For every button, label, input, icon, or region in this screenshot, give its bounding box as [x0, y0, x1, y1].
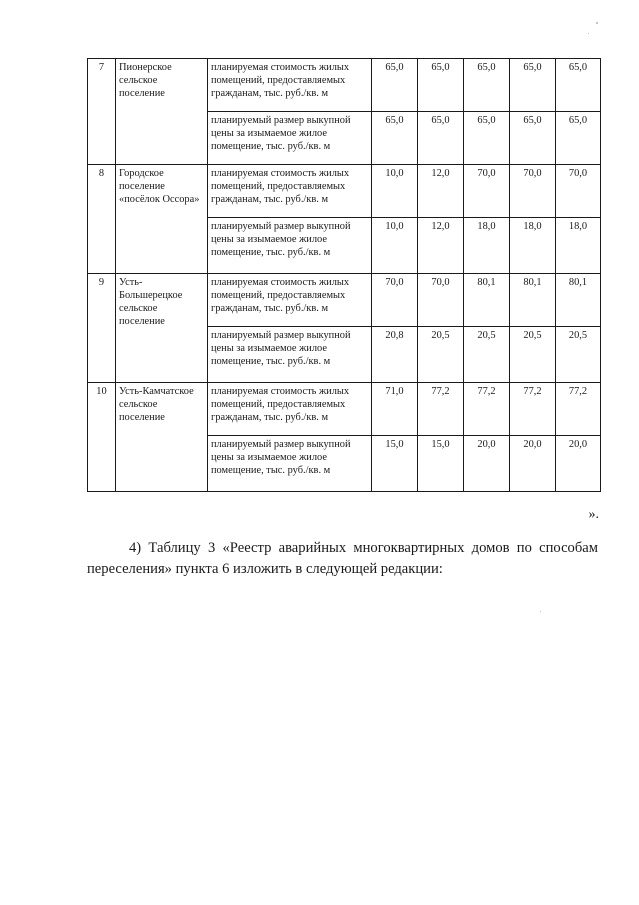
value-cell: 10,0	[372, 218, 418, 274]
value-cell: 70,0	[510, 165, 556, 218]
scan-speck	[588, 33, 589, 34]
row-number-cell: 7	[88, 59, 116, 165]
settlement-name-cell: Пионерское сельское поселение	[116, 59, 208, 165]
indicator-cell: планируемая стоимость жилых помещений, предоставляемых гражданам, тыс. руб./кв. м	[208, 59, 372, 112]
value-cell: 20,5	[464, 327, 510, 383]
indicator-cell: планируемая стоимость жилых помещений, предоставляемых гражданам, тыс. руб./кв. м	[208, 383, 372, 436]
value-cell: 20,0	[464, 436, 510, 492]
instruction-paragraph	[87, 538, 598, 580]
indicator-cell: планируемый размер выкупной цены за изымаемое жилое помещение, тыс. руб./кв. м	[208, 218, 372, 274]
value-cell: 65,0	[418, 59, 464, 112]
value-cell: 18,0	[464, 218, 510, 274]
table-row	[88, 383, 601, 436]
value-cell: 77,2	[418, 383, 464, 436]
value-cell: 65,0	[372, 59, 418, 112]
value-cell: 15,0	[418, 436, 464, 492]
value-cell: 12,0	[418, 165, 464, 218]
value-cell: 10,0	[372, 165, 418, 218]
value-cell: 15,0	[372, 436, 418, 492]
row-number-cell: 9	[88, 274, 116, 383]
settlement-name-cell: Усть-Камчатское сельское поселение	[116, 383, 208, 492]
value-cell: 77,2	[464, 383, 510, 436]
value-cell: 70,0	[556, 165, 601, 218]
row-number-cell: 8	[88, 165, 116, 274]
settlement-name-cell: Усть-Большерецкое сельское поселение	[116, 274, 208, 383]
value-cell: 70,0	[372, 274, 418, 327]
value-cell: 80,1	[556, 274, 601, 327]
value-cell: 77,2	[556, 383, 601, 436]
value-cell: 70,0	[464, 165, 510, 218]
value-cell: 20,0	[556, 436, 601, 492]
settlement-name-cell: Городское поселение «посёлок Оссора»	[116, 165, 208, 274]
value-cell: 18,0	[556, 218, 601, 274]
value-cell: 20,8	[372, 327, 418, 383]
value-cell: 65,0	[556, 59, 601, 112]
value-cell: 65,0	[372, 112, 418, 165]
value-cell: 20,0	[510, 436, 556, 492]
table-row	[88, 59, 601, 112]
indicator-cell: планируемая стоимость жилых помещений, предоставляемых гражданам, тыс. руб./кв. м	[208, 274, 372, 327]
scan-speck	[540, 611, 541, 612]
paragraph-text: 4) Таблицу 3 «Реестр аварийных многоквартирных домов по способам переселения» пункта 6 изложить в следующей редакции:	[87, 539, 598, 577]
table-row	[88, 165, 601, 218]
indicator-cell: планируемая стоимость жилых помещений, предоставляемых гражданам, тыс. руб./кв. м	[208, 165, 372, 218]
row-number-cell: 10	[88, 383, 116, 492]
value-cell: 70,0	[418, 274, 464, 327]
value-cell: 80,1	[510, 274, 556, 327]
value-cell: 20,5	[418, 327, 464, 383]
value-cell: 77,2	[510, 383, 556, 436]
table-row	[88, 274, 601, 327]
scan-speck	[596, 22, 598, 24]
value-cell: 20,5	[556, 327, 601, 383]
value-cell: 65,0	[464, 112, 510, 165]
value-cell: 12,0	[418, 218, 464, 274]
value-cell: 20,5	[510, 327, 556, 383]
value-cell: 65,0	[418, 112, 464, 165]
value-cell: 18,0	[510, 218, 556, 274]
value-cell: 71,0	[372, 383, 418, 436]
indicator-cell: планируемый размер выкупной цены за изымаемое жилое помещение, тыс. руб./кв. м	[208, 436, 372, 492]
indicator-cell: планируемый размер выкупной цены за изымаемое жилое помещение, тыс. руб./кв. м	[208, 327, 372, 383]
value-cell: 65,0	[510, 59, 556, 112]
value-cell: 65,0	[464, 59, 510, 112]
price-table-body	[88, 59, 601, 492]
indicator-cell: планируемый размер выкупной цены за изымаемое жилое помещение, тыс. руб./кв. м	[208, 112, 372, 165]
value-cell: 65,0	[510, 112, 556, 165]
value-cell: 65,0	[556, 112, 601, 165]
price-table	[87, 58, 601, 492]
value-cell: 80,1	[464, 274, 510, 327]
closing-quote: ».	[588, 507, 599, 522]
